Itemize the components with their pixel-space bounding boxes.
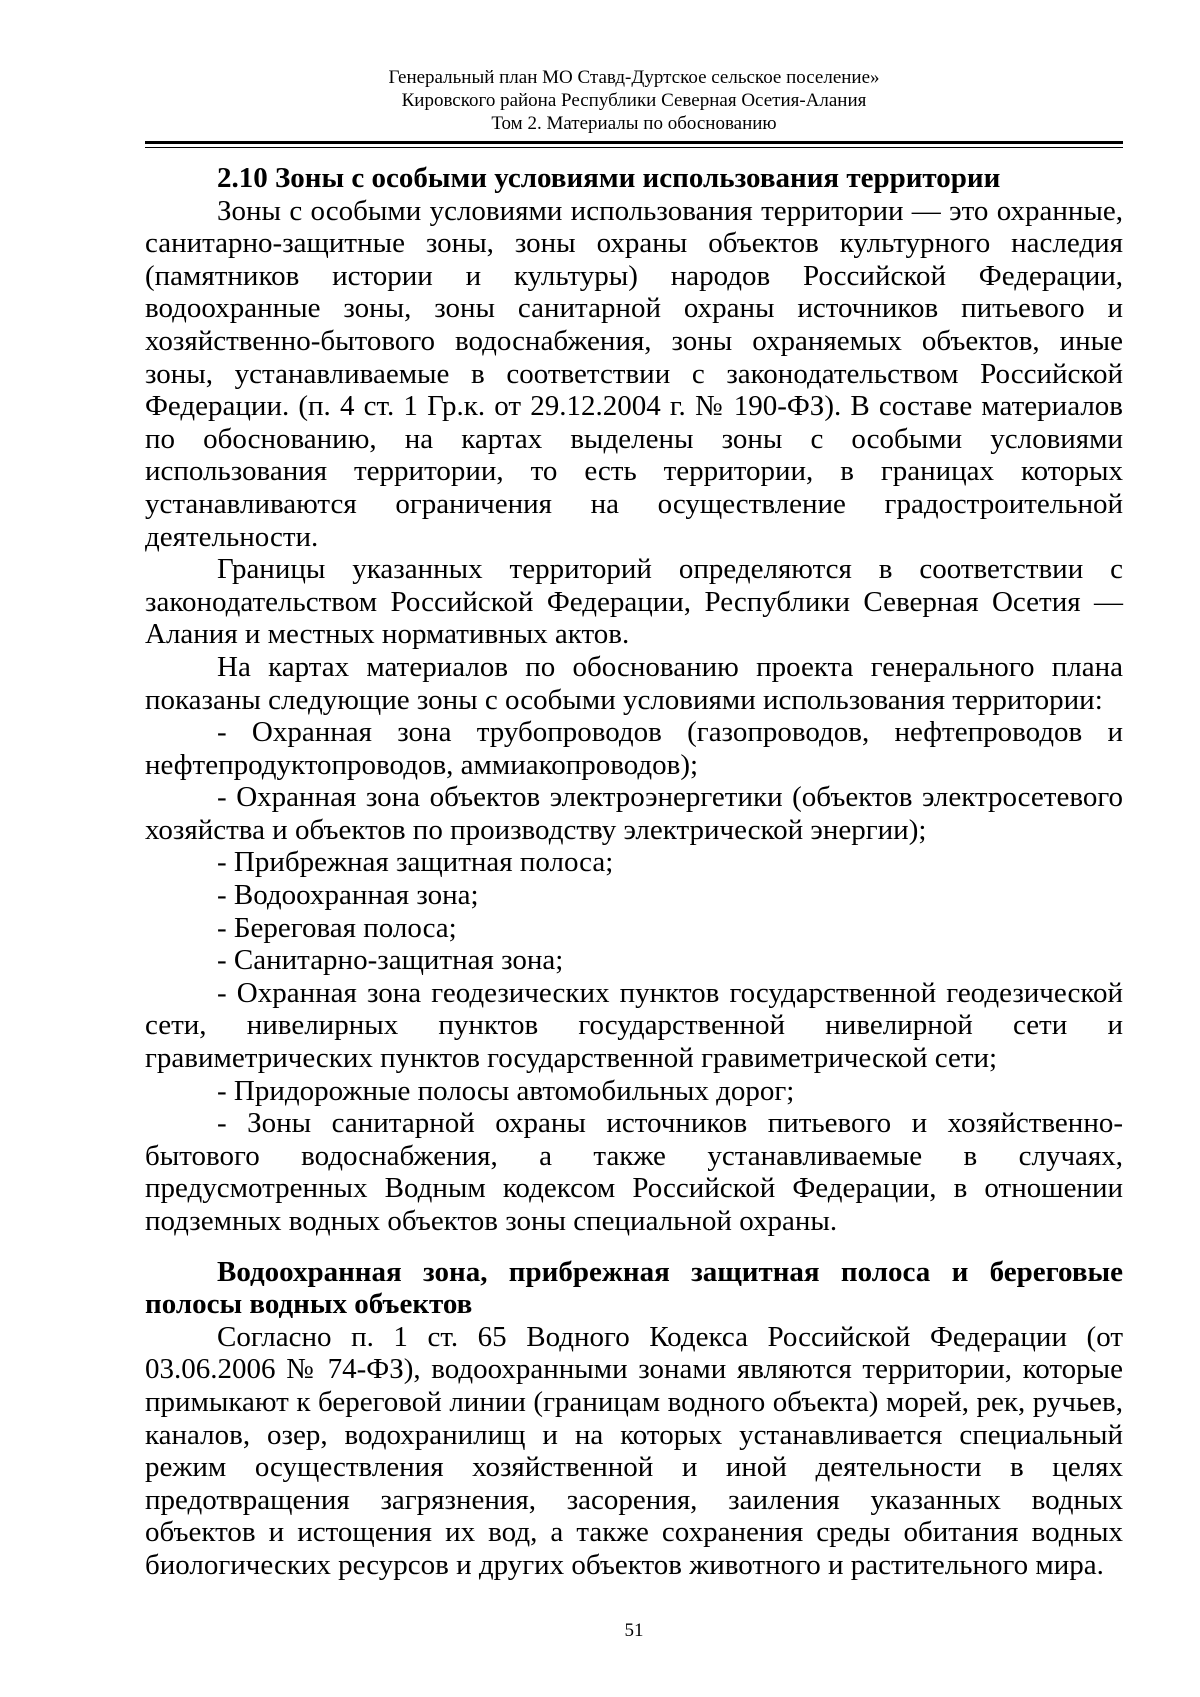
header-line-3: Том 2. Материалы по обоснованию bbox=[491, 113, 777, 134]
list-item: - Санитарно-защитная зона; bbox=[217, 944, 564, 977]
list-item: - Охранная зона геодезических пунктов государственной геодезической сети, нивелирных пунктов государственной нивелирной сети и гравиметрических пунктов государственной гравиметрической сети; bbox=[145, 976, 1123, 1075]
list-item: - Придорожные полосы автомобильных дорог; bbox=[217, 1074, 795, 1107]
list-item: - Охранная зона трубопроводов (газопроводов, нефтепроводов и нефтепродуктопроводов, аммиакопроводов); bbox=[145, 716, 1123, 781]
subsection-title: Водоохранная зона, прибрежная защитная полоса и береговые полосы водных объектов bbox=[145, 1255, 1123, 1321]
header-divider bbox=[145, 141, 1123, 148]
header-line-2: Кировского района Республики Северная Осетия-Алания bbox=[401, 90, 867, 111]
list-item: - Охранная зона объектов электроэнергетики (объектов электросетевого хозяйства и объектов по производству электрической энергии); bbox=[145, 781, 1123, 846]
document-body bbox=[145, 162, 1123, 1582]
list-item: - Прибрежная защитная полоса; bbox=[217, 846, 614, 879]
paragraph: На картах материалов по обоснованию проекта генерального плана показаны следующие зоны с особыми условиями использования территории: bbox=[145, 650, 1123, 716]
running-header bbox=[145, 66, 1123, 135]
list-item: - Береговая полоса; bbox=[217, 911, 457, 944]
header-line-1: Генеральный план МО Ставд-Дуртское сельское поселение» bbox=[388, 67, 880, 88]
list-item: - Водоохранная зона; bbox=[217, 879, 479, 912]
paragraph: Границы указанных территорий определяются в соответствии с законодательством Российской Федерации, Республики Северная Осетия — Алания и местных нормативных актов. bbox=[145, 553, 1123, 651]
page-number: 51 bbox=[624, 1620, 644, 1641]
list-item: - Зоны санитарной охраны источников питьевого и хозяйственно-бытового водоснабжения, а также устанавливаемые в случаях, предусмотренных Водным кодексом Российской Федерации, в отношении подземных водных объектов зоны специальной охраны. bbox=[145, 1107, 1123, 1237]
paragraph: Зоны с особыми условиями использования территории — это охранные, санитарно-защитные зоны, зоны охраны объектов культурного наследия (памятников истории и культуры) народов Российской Федерации, водоохранные зоны, зоны санитарной охраны источников питьевого и хозяйственно-бытового водоснабжения, зоны охраняемых объектов, иные зоны, устанавливаемые в соответствии с законодательством Российской Федерации. (п. 4 ст. 1 Гр.к. от 29.12.2004 г. № 190-ФЗ). В составе материалов по обоснованию, на картах выделены зоны с особыми условиями использования территории, то есть территории, в границах которых устанавливаются ограничения на осуществление градостроительной деятельности. bbox=[145, 194, 1123, 553]
paragraph: Согласно п. 1 ст. 65 Водного Кодекса Российской Федерации (от 03.06.2006 № 74-ФЗ), водоохранными зонами являются территории, которые примыкают к береговой линии (границам водного объекта) морей, рек, ручьев, каналов, озер, водохранилищ и на которых устанавливается специальный режим осуществления хозяйственной и иной деятельности в целях предотвращения загрязнения, засорения, заиления указанных водных объектов и истощения их вод, а также сохранения среды обитания водных биологических ресурсов и других объектов животного и растительного мира. bbox=[145, 1320, 1123, 1581]
section-title: 2.10 Зоны с особыми условиями использования территории bbox=[217, 162, 1001, 194]
